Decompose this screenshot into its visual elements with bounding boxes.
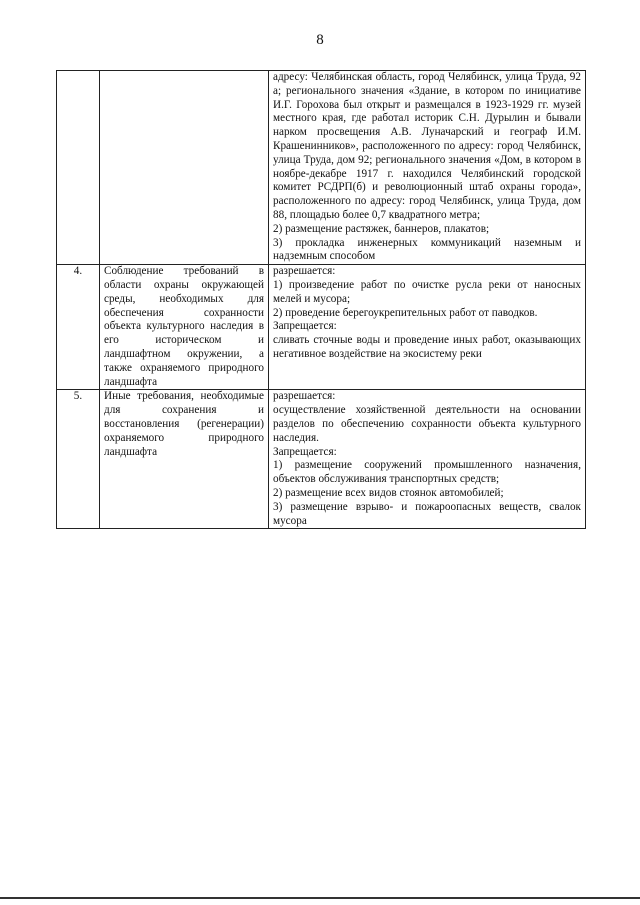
- content-paragraph: сливать сточные воды и проведение иных работ, оказывающих негативное воздействие на экосистему реки: [273, 334, 581, 360]
- content-paragraph: 1) размещение сооружений промышленного назначения, объектов обслуживания транспортных средств;: [273, 459, 581, 486]
- content-paragraph: Запрещается:: [273, 445, 337, 458]
- content-paragraph: 3) размещение взрыво- и пожароопасных веществ, свалок мусора: [273, 500, 581, 527]
- content-paragraph: разрешается:: [273, 390, 336, 403]
- content-paragraph: осуществление хозяйственной деятельности на основании разделов по обеспечению сохранности объекта культурного наследия.: [273, 404, 581, 444]
- requirement-content: [269, 390, 586, 529]
- content-paragraph: разрешается:: [273, 265, 336, 278]
- requirement-content: [269, 71, 586, 265]
- table-row: [57, 71, 586, 265]
- page-number: 8: [316, 32, 324, 48]
- requirements-table: [56, 70, 586, 529]
- content-paragraph: 2) проведение берегоукрепительных работ от паводков.: [273, 306, 538, 319]
- content-paragraph: адресу: Челябинская область, город Челябинск, улица Труда, 92 а; регионального значения «Здание, в котором по инициативе И.Г. Горохова был открыт и размещался в 1923-1929 гг. музей местного края, где работал историк С.Н. Дурылин и бывали нарком просвещения А.В. Луначарский и географ И.М. Крашенинников», расположенного по адресу: город Челябинск, улица Труда, дом 92; регионального значения «Дом, в котором в ноябре-декабре 1917 г. находился Челябинский городской комитет РСДРП(б) и революционный штаб охраны города», расположенного по адресу: город Челябинск, улица Труда, дом 88, площадью более 0,7 квадратного метра;: [273, 71, 581, 221]
- content-paragraph: 3) прокладка инженерных коммуникаций наземным и надземным способом: [273, 236, 581, 263]
- content-paragraph: 2) размещение всех видов стоянок автомобилей;: [273, 486, 504, 499]
- row-number: [57, 71, 100, 265]
- requirement-name: Иные требования, необходимые для сохранения и восстановления (регенерации) охраняемого природного ландшафта: [100, 390, 269, 529]
- table-row: [57, 390, 586, 529]
- requirement-name: Соблюдение требований в области охраны окружающей среды, необходимых для обеспечения сохранности объекта культурного наследия в его историческом и ландшафтном окружении, а также охраняемого природного ландшафта: [100, 265, 269, 390]
- bottom-divider: [0, 897, 640, 899]
- requirement-name: [100, 71, 269, 265]
- content-paragraph: Запрещается:: [273, 320, 337, 333]
- row-number: 5.: [57, 390, 100, 529]
- requirement-content: [269, 265, 586, 390]
- table-row: [57, 265, 586, 390]
- content-paragraph: 1) произведение работ по очистке русла реки от наносных мелей и мусора;: [273, 278, 581, 305]
- row-number: 4.: [57, 265, 100, 390]
- content-paragraph: 2) размещение растяжек, баннеров, плакатов;: [273, 222, 490, 235]
